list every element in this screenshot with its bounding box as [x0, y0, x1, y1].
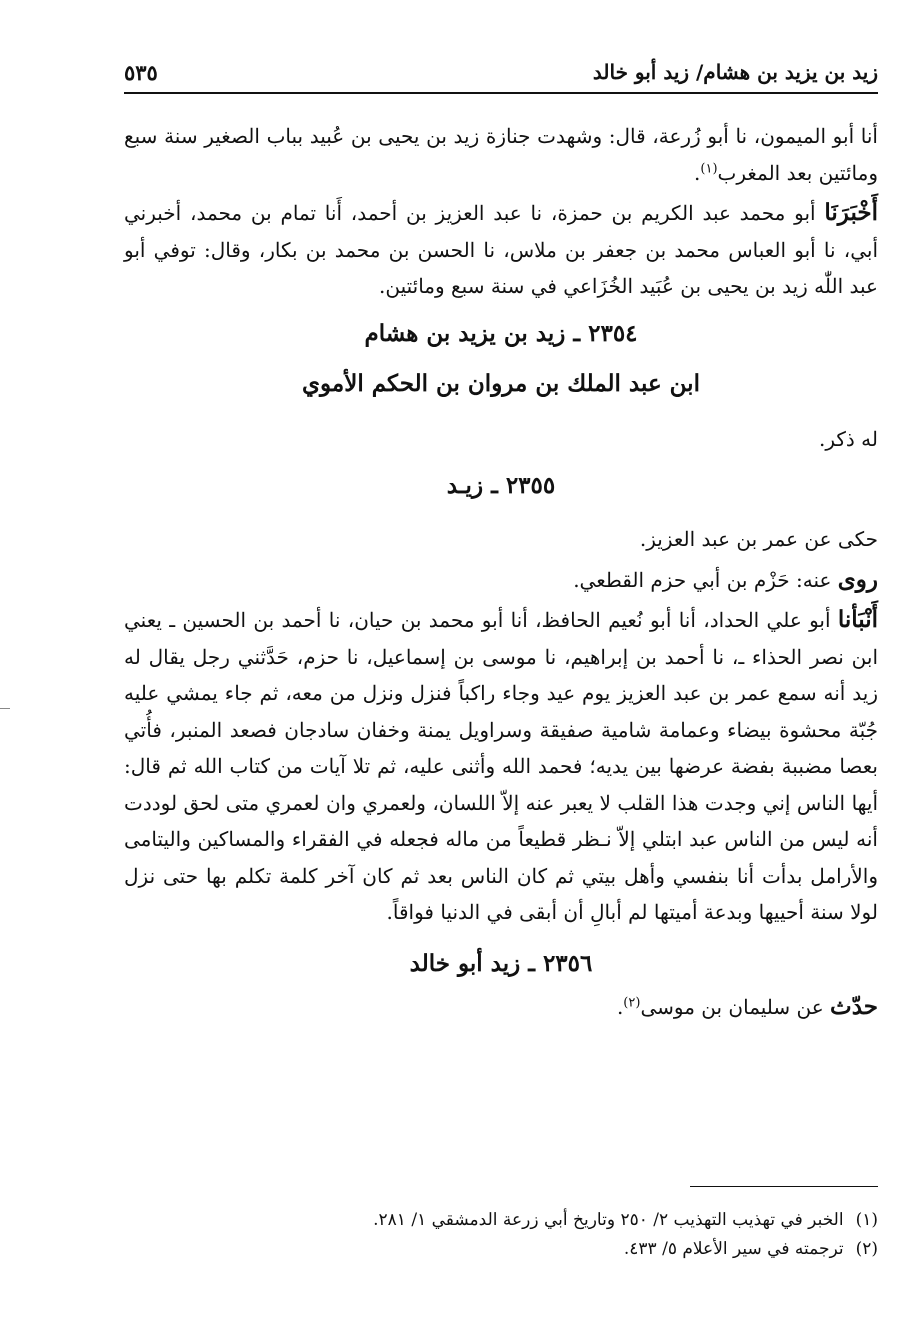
footnote-ref-1[interactable]: (١) — [700, 160, 718, 176]
footnote-ref-2[interactable]: (٢) — [623, 994, 641, 1010]
footnotes — [124, 1206, 878, 1264]
footnote-text: الخبر في تهذيب التهذيب ٢/ ٢٥٠ وتاريخ أبي زرعة الدمشقي ١/ ٢٨١. — [373, 1210, 844, 1230]
footnote-separator — [690, 1186, 878, 1187]
entry-2355-title: ٢٣٥٥ ـ زيـد — [446, 472, 556, 499]
scan-edge-mark — [0, 708, 10, 709]
paragraph-akhbarana — [124, 195, 878, 305]
header-rule — [124, 92, 878, 94]
footnote-2 — [124, 1235, 878, 1264]
entry-2355-line: حكى عن عمر بن عبد العزيز. — [639, 527, 878, 551]
haddath-lead-word: حدّث — [830, 992, 878, 1020]
paragraph-abu-zurah — [124, 118, 878, 191]
entry-2354-title: ٢٣٥٤ ـ زيد بن يزيد بن هشام — [364, 319, 638, 347]
entry-tail: . — [616, 994, 624, 1019]
entry-2356-title: ٢٣٥٦ ـ زيد أبو خالد — [409, 949, 593, 977]
footnote-number: (٢) — [855, 1239, 878, 1259]
entry-2354-subtitle: ابن عبد الملك بن مروان بن الحكم الأموي — [302, 369, 700, 397]
riwaya-text: عنه: حَزْم بن أبي حزم القطعي. — [573, 567, 838, 592]
entry-text: عن سليمان بن موسى — [640, 994, 831, 1019]
entry-2356-text — [124, 989, 878, 1026]
footnote-1 — [124, 1206, 878, 1235]
isnad-lead-word: أَخْبَرَنَا — [824, 199, 878, 226]
narration-text: أبو علي الحداد، أنا أبو نُعيم الحافظ، أنا أبو محمد بن حيان، نا أحمد بن الحسين ـ يعني ابن نصر الحذاء ـ، نا أحمد بن إبراهيم، نا موسى بن إسماعيل، نا حزم، حَدَّثني رجل يقال له زيد أنه سمع عمر بن عبد العزيز يوم عيد وجاء راكباً فنزل ونزل من معه، ثم جاء يمشي عليه جُبّة محشوة بيضاء وعمامة شامية صفيقة وسراويل يمنة وخفان سادجان فصعد المنبر، فأُتي بعصا مضببة بفضة عرضها بين يديه؛ فحمد الله وأثنى عليه، ثم تلا آيات من كتاب الله ثم قال: أيها الناس إني وجدت هذا القلب لا يعبر عنه إلاّ اللسان، ولعمري وان لعمري متى لحق لوددت أنه ليس من الناس عبد ابتلي إلاّ نـظر قطيعاً من ماله فجعله في الفقراء والمساكين واليتامى والأرامل بدأت أنا بنفسي وأهل بيتي ثم كان الناس بعد ثم كان آخر كلمة تكلم بها حتى نزل لولا سنة أحييها وبدعة أميتها لم أبالِ أن أبقى في الدنيا فواقاً. — [124, 608, 878, 924]
entry-2355-narration — [124, 602, 878, 931]
paragraph-tail: . — [694, 160, 701, 185]
footnote-text: ترجمته في سير الأعلام ٥/ ٤٣٣. — [623, 1239, 844, 1259]
paragraph-text: أنا أبو الميمون، نا أبو زُرعة، قال: وشهدت جنازة زيد بن يحيى بن عُبيد بباب الصغير سنة سبع ومائتين بعد المغرب — [124, 124, 878, 185]
running-title: زيد بن يزيد بن هشام/ زيد أبو خالد — [592, 60, 878, 84]
entry-2354-text: له ذكر. — [819, 426, 878, 451]
page-number: ٥٣٥ — [124, 60, 158, 85]
main-text — [124, 118, 878, 1029]
paragraph-text: أبو محمد عبد الكريم بن حمزة، نا عبد العزيز بن أحمد، أَنا تمام بن محمد، أخبرني أبي، نا أبو العباس محمد بن جعفر بن ملاس، نا الحسن بن محمد بن بكار، وقال: توفي أبو عبد اللّٰه زيد بن يحيى بن عُبَيد الخُزَاعي في سنة سبع ومائتين. — [124, 201, 878, 298]
riwaya-lead-word: روى — [837, 565, 878, 593]
entry-2355-riwaya — [124, 562, 878, 599]
page-header — [124, 52, 878, 92]
isnad-lead-word: أَنْبَأنا — [837, 606, 878, 633]
footnote-number: (١) — [855, 1210, 878, 1230]
